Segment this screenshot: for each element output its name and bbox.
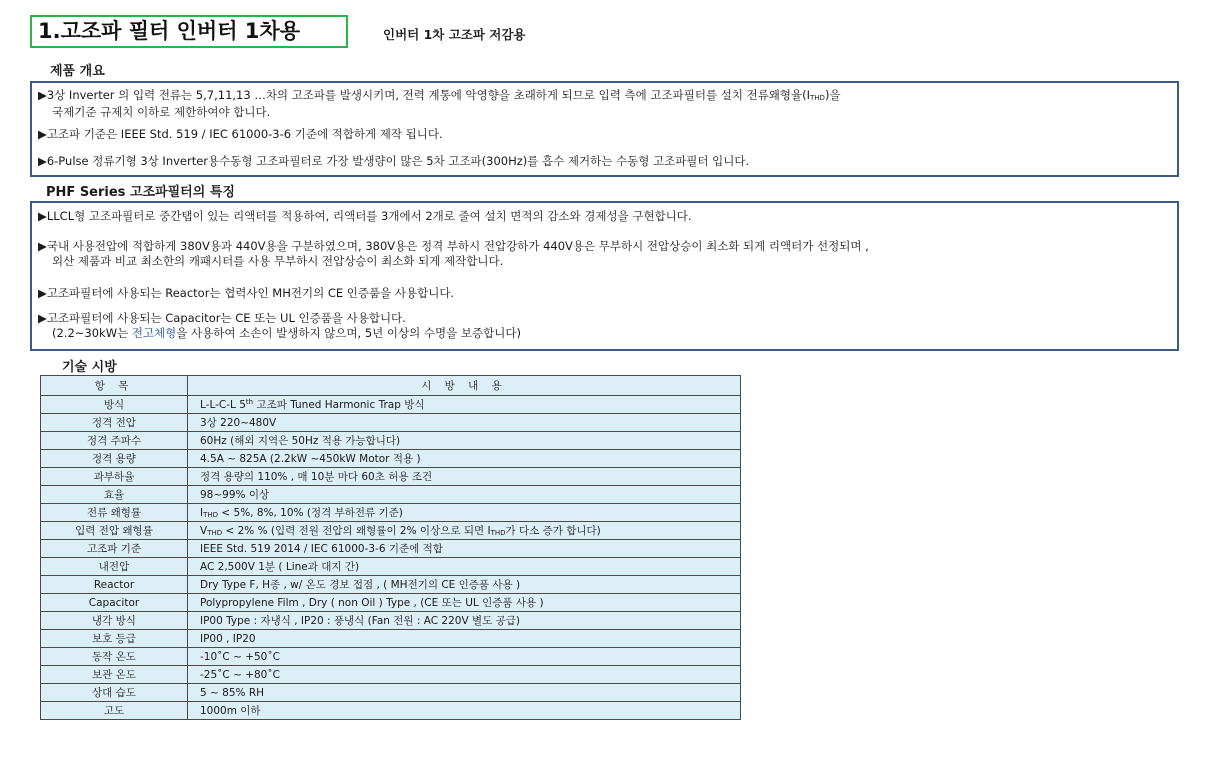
table-row: 내전압 AC 2,500V 1분 ( Line과 대지 간) bbox=[41, 558, 741, 576]
table-row: Capacitor Polypropylene Film , Dry ( non Oil ) Type , (CE 또는 UL 인증품 사용 ) bbox=[41, 594, 741, 612]
table-row: 정격 주파수 60Hz (해외 지역은 50Hz 적용 가능합니다) bbox=[41, 432, 741, 450]
features-heading: PHF Series 고조파필터의 특징 bbox=[46, 185, 235, 200]
feature-item: ▶국내 사용전압에 적합하게 380V용과 440V용을 구분하였으며, 380V용은 정격 부하시 전압강하가 440V용은 무부하시 전압상승이 최소화 되게 리액터가 선정되며 , 외산 제품과 비교 최소한의 캐패시터를 사용 무부하시 전압상승이 최소화 되게 제작합니다. bbox=[38, 239, 869, 268]
table-row: 동작 온도 -10˚C ~ +50˚C bbox=[41, 648, 741, 666]
feature-item: ▶고조파필터에 사용되는 Capacitor는 CE 또는 UL 인증품을 사용합니다. (2.2~30kW는 전고체형을 사용하여 소손이 발생하지 않으며, 5년 이상의 수명을 보증합니다) bbox=[38, 311, 521, 340]
overview-item: ▶고조파 기준은 IEEE Std. 519 / IEC 61000-3-6 기준에 적합하게 제작 됩니다. bbox=[38, 127, 443, 141]
overview-item: ▶3상 Inverter 의 입력 전류는 5,7,11,13 …차의 고조파를 발생시키며, 전력 계통에 악영향을 초래하게 되므로 입력 측에 고조파필터를 설치 전류왜형율$(I_{THD})$을 국제기준 규제치 이하로 제한하여야 합니다. bbox=[38, 88, 841, 119]
feature-item: ▶고조파필터에 사용되는 Reactor는 협력사인 MH전기의 CE 인증품을 사용합니다. bbox=[38, 286, 455, 300]
table-row: 정격 용량 4.5A ~ 825A (2.2kW ~450kW Motor 적용 ) bbox=[41, 450, 741, 468]
table-row: 전류 왜형률 $I_{THD} < 5\%$, 8%, 10% (정격 부하전류 기준) bbox=[41, 504, 741, 522]
page-title: 1.고조파 필터 인버터 1차용 bbox=[30, 15, 348, 48]
table-row: 보관 온도 -25˚C ~ +80˚C bbox=[41, 666, 741, 684]
table-row: 냉각 방식 IP00 Type : 자냉식 , IP20 : 풍냉식 (Fan 전원 : AC 220V 별도 공급) bbox=[41, 612, 741, 630]
feature-item: ▶LLCL형 고조파필터로 중간탭이 있는 리액터를 적용하여, 리액터를 3개에서 2개로 줄여 설치 면적의 감소와 경제성을 구현합니다. bbox=[38, 209, 692, 223]
overview-heading: 제품 개요 bbox=[50, 64, 105, 79]
column-header-item: 항 목 bbox=[41, 376, 188, 396]
table-row: 입력 전압 왜형률 $V_{THD} < 2\%$ % (입력 전원 전압의 왜형률이 2% 이상으로 되면 $I_{THD}$가 다소 증가 합니다) bbox=[41, 522, 741, 540]
table-row: 효율 98~99% 이상 bbox=[41, 486, 741, 504]
table-row: 고조파 기준 IEEE Std. 519 2014 / IEC 61000-3-6 기준에 적합 bbox=[41, 540, 741, 558]
column-header-content: 시 방 내 용 bbox=[188, 376, 741, 396]
table-row: 방식 L-L-C-L 5th 고조파 Tuned Harmonic Trap 방식 bbox=[41, 396, 741, 414]
overview-panel bbox=[30, 81, 1179, 177]
spec-heading: 기술 시방 bbox=[62, 360, 117, 375]
features-panel bbox=[30, 201, 1179, 351]
table-row: 정격 전압 3상 220~480V bbox=[41, 414, 741, 432]
table-row: Reactor Dry Type F, H종 , w/ 온도 경보 접점 , ( MH전기의 CE 인증품 사용 ) bbox=[41, 576, 741, 594]
page-subtitle: 인버터 1차 고조파 저감용 bbox=[383, 27, 526, 42]
table-row: 고도 1000m 이하 bbox=[41, 702, 741, 720]
table-header-row bbox=[41, 376, 741, 396]
table-row: 상대 습도 5 ~ 85% RH bbox=[41, 684, 741, 702]
table-row: 과부하율 정격 용량의 110% , 매 10분 마다 60초 허용 조건 bbox=[41, 468, 741, 486]
overview-item: ▶6-Pulse 정류기형 3상 Inverter용수동형 고조파필터로 가장 발생량이 많은 5차 고조파(300Hz)를 흡수 제거하는 수동형 고조파필터 입니다. bbox=[38, 154, 750, 168]
table-row: 보호 등급 IP00 , IP20 bbox=[41, 630, 741, 648]
spec-table bbox=[40, 375, 741, 720]
